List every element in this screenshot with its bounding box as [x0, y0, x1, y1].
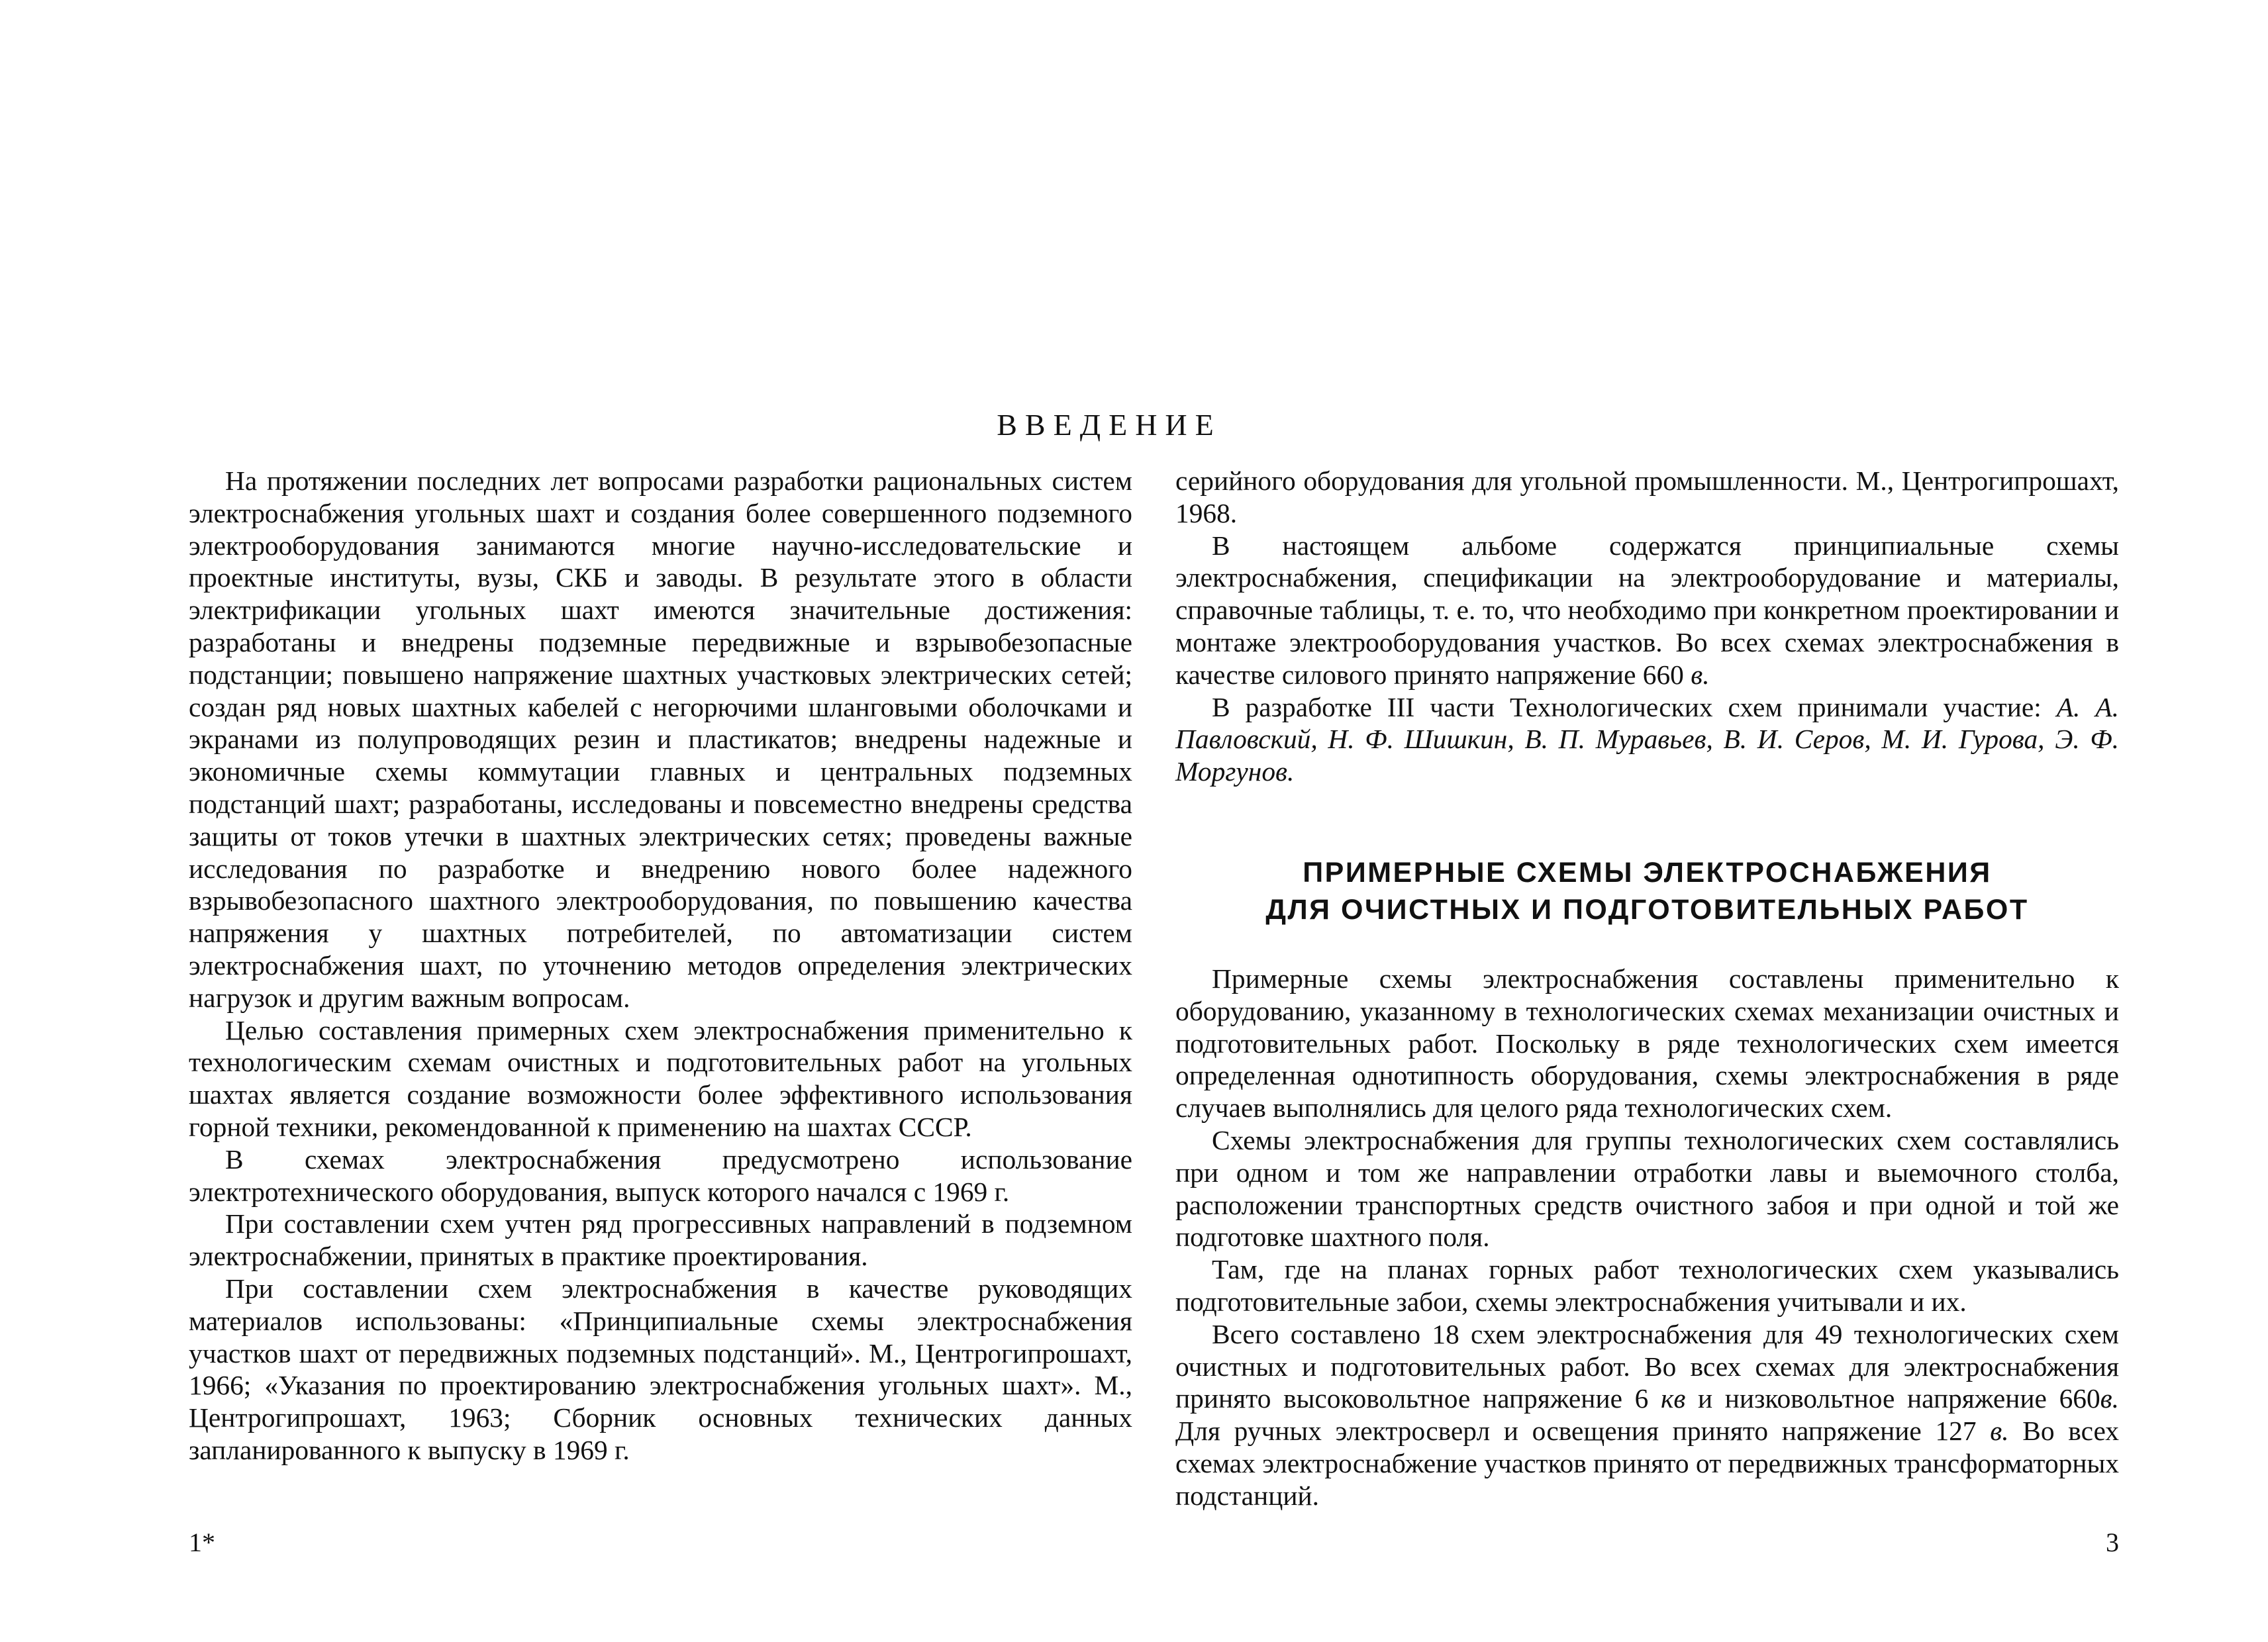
intro-paragraph-2: Целью составления примерных схем электроснабжения применительно к технологическим схемам очистных и подготовительных работ на угольных шахтах является создание возможности более эффективного использования горной техники, рекомендованной к применению на шахтах СССР. — [189, 1014, 1132, 1142]
authors-intro: В разработке III части Технологических схем принимали участие: — [1212, 691, 2042, 722]
intro-paragraph-4: При составлении схем учтен ряд прогрессивных направлений в подземном электроснабжении, принятых в практике проектирования. — [189, 1208, 1132, 1272]
page-title: ВВЕДЕНИЕ — [997, 408, 1222, 442]
intro-paragraph-5: При составлении схем электроснабжения в качестве руководящих материалов использованы: «Принципиальные схемы электроснабжения участков шахт от передвижных подземных подстанций». М., Центрогипрошахт, 1966; «Указания по проектированию электроснабжения угольных шахт». М., Центрогипрошахт, 1963; Сборник основных технических данных запланированного к выпуску в 1969 г. — [189, 1273, 1132, 1465]
authors-list: А. А. Павловский, Н. Ф. Шишкин, В. П. Муравьев, В. И. Серов, М. И. Гурова, Э. Ф. Моргунов. — [1175, 691, 2119, 787]
unit-kv: кв — [1660, 1383, 1686, 1414]
section-heading — [1175, 854, 2119, 928]
continuation-paragraph: серийного оборудования для угольной промышленности. М., Центрогипрошахт, 1968. — [1175, 465, 2119, 528]
section-paragraph-2: Схемы электроснабжения для группы технологических схем составлялись при одном и том же направлении отработки лавы и выемочного столба, расположении транспортных средств очистного забоя и при одной и той же подготовке шахтного поля. — [1175, 1124, 2119, 1253]
p4-part-1: Всего составлено 18 схем электроснабжения для 49 технологических схем очистных и подготовительных работ. Во всех схемах для электроснабжения принято высоковольтное напряжение 6 — [1175, 1318, 2119, 1414]
unit-volt: в. — [1691, 659, 1710, 690]
section-paragraph-1: Примерные схемы электроснабжения составлены применительно к оборудованию, указанному в технологических схемах механизации очистных и подготовительных работ. Поскольку в ряде технологических схем имеется определенная однотипность оборудования, схемы электроснабжения в ряде случаев выполнялись для целого ряда технологических схем. — [1175, 963, 2119, 1124]
signature-mark: 1* — [189, 1527, 215, 1557]
unit-volt-2: в. — [1990, 1416, 2009, 1447]
left-column — [189, 465, 1132, 1467]
right-column — [1175, 465, 2119, 1512]
intro-paragraph-1: На протяжении последних лет вопросами разработки рациональных систем электроснабжения угольных шахт и создания более совершенного подземного электрооборудования занимаются многие научно-исследовательские и проектные институты, вузы, СКБ и заводы. В результате этого в области электрификации угольных шахт имеются значительные достижения: разработаны и внедрены подземные передвижные и взрывобезопасные подстанции; повышено напряжение шахтных участковых электрических сетей; создан ряд новых шахтных кабелей с негорючими шланговыми оболочками и экранами из полупроводящих резин и пластикатов; внедрены надежные и экономичные схемы коммутации главных и центральных подземных подстанций шахт; разработаны, исследованы и повсеместно внедрены средства защиты от токов утечки в шахтных электрических сетях; проведены важные исследования по разработке и внедрению нового более надежного взрывобезопасного шахтного электрооборудования, по повышению качества напряжения у шахтных потребителей, по автоматизации систем электроснабжения шахт, по уточнению методов определения электрических нагрузок и другим важным вопросам. — [189, 465, 1132, 1013]
authors-paragraph — [1175, 691, 2119, 788]
section-heading-line-1: ПРИМЕРНЫЕ СХЕМЫ ЭЛЕКТРОСНАБЖЕНИЯ — [1303, 856, 1992, 889]
p4-part-2: и низковольтное напряжение 660 — [1697, 1383, 2100, 1414]
p4-part-3: Для ручных электросверл и освещения принято напряжение 127 — [1175, 1416, 1977, 1447]
intro-paragraph-3: В схемах электроснабжения предусмотрено использование электротехнического оборудования, выпуск которого начался с 1969 г. — [189, 1143, 1132, 1207]
page-number: 3 — [2106, 1527, 2119, 1557]
section-heading-line-2: ДЛЯ ОЧИСТНЫХ И ПОДГОТОВИТЕЛЬНЫХ РАБОТ — [1265, 893, 2029, 926]
p4-part-4: Во всех схемах электроснабжение участков принято от передвижных трансформаторных подстанций. — [1175, 1416, 2119, 1511]
album-text: В настоящем альбоме содержатся принципиальные схемы электроснабжения, спецификации на электрооборудование и материалы, справочные таблицы, т. е. то, что необходимо при конкретном проектировании и монтаже электрооборудования участков. Во всех схемах электроснабжения в качестве силового принято напряжение 660 — [1175, 530, 2119, 690]
section-paragraph-3: Там, где на планах горных работ технологических схем указывались подготовительные забои, схемы электроснабжения учитывали и их. — [1175, 1254, 2119, 1317]
album-paragraph — [1175, 530, 2119, 691]
unit-volt-1: в. — [2100, 1383, 2119, 1414]
section-paragraph-4 — [1175, 1318, 2119, 1512]
